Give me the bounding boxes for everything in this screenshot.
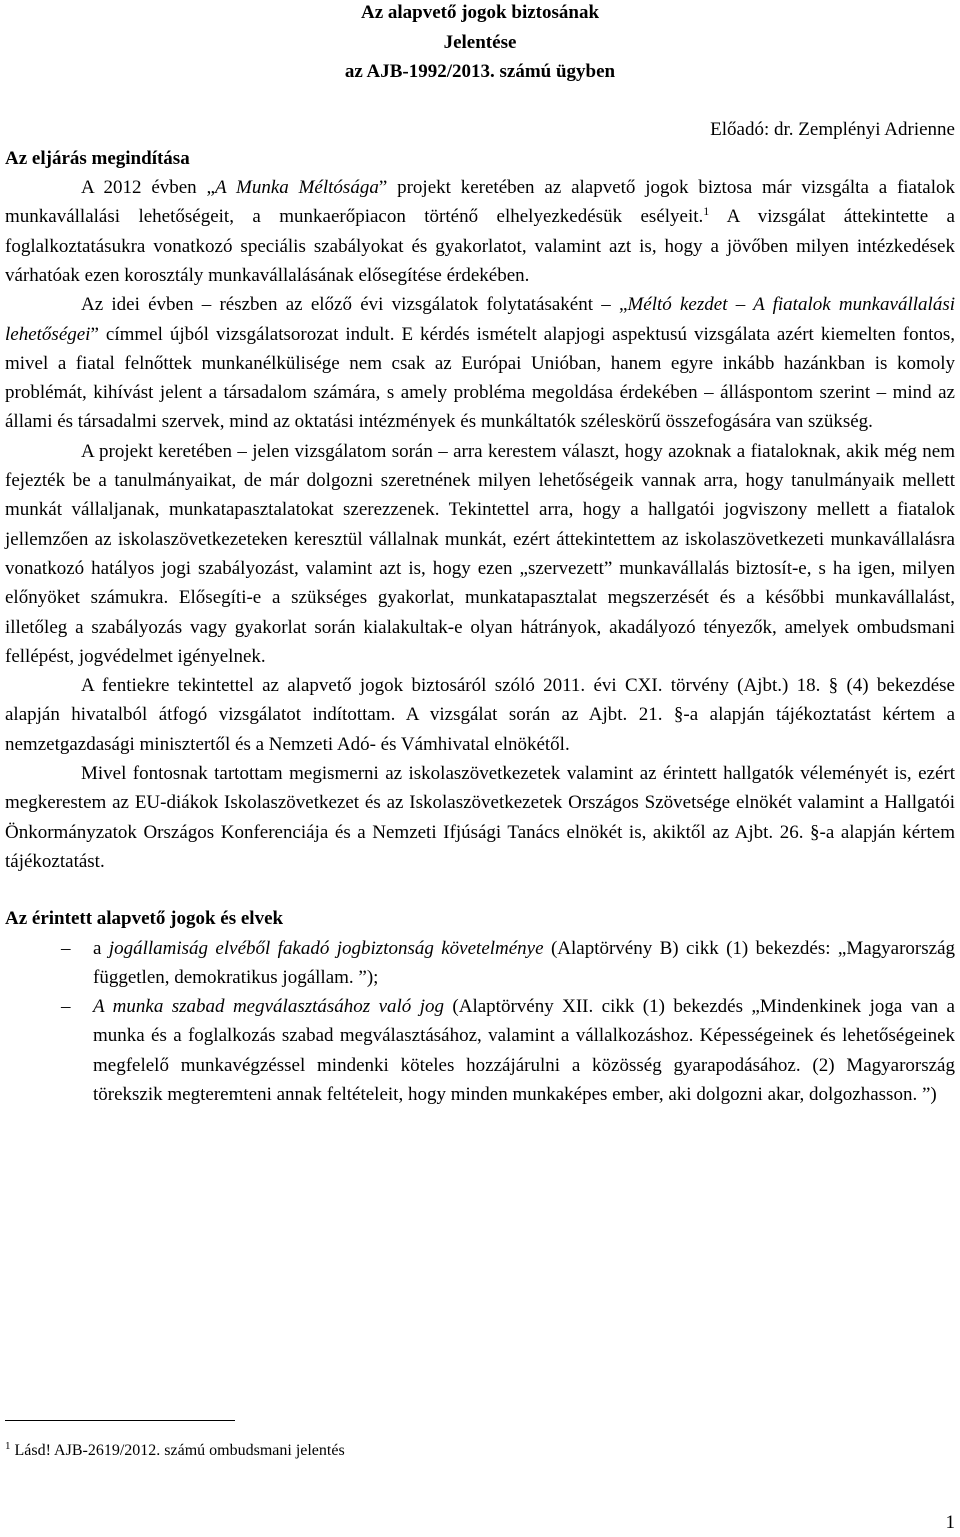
paragraph-2-text-c: ” címmel újból vizsgálatsorozat indult. E kérdés ismételt alapjogi aspektusú vizsgálata azért kiemelten fontos, mivel a fiatal felnőttek munkanélkülisége nem csak az Európai Unióban, hanem egyre inkább hazánkban is komoly problémát, kihívást jelent a társadalom számára, s amely probléma megoldása érdekében – álláspontom szerint – mind az állami és társadalmi szervek, mind az oktatási intézmények és munkáltatók széleskörű összefogására van szükség. (5, 323, 955, 433)
footnote-text: Lásd! AJB-2619/2012. számú ombudsmani jelentés (10, 1442, 345, 1459)
document-title-line-2: Jelentése (443, 31, 517, 53)
document-title-line-3: az AJB-1992/2013. számú ügyben (344, 61, 616, 82)
paragraph-2 (5, 290, 955, 436)
section-heading-rights: Az érintett alapvető jogok és elvek (5, 908, 284, 930)
footnote-separator (5, 1420, 235, 1421)
footnote (5, 1441, 345, 1461)
section-heading-procedure: Az eljárás megindítása (5, 147, 190, 169)
rights-list-item-2 (5, 992, 955, 1109)
paragraph-4: A fentiekre tekintettel az alapvető jogok biztosáról szóló 2011. évi CXI. törvény (Ajbt.) 18. § (4) bekezdése alapján hivatalból átfogó vizsgálatot indítottam. A vizsgálat során az Ajbt. 21. §-a alapján tájékoztatást kértem a nemzetgazdasági minisztertől és a Nemzeti Adó- és Vámhivatal elnökétől. (5, 675, 955, 755)
series-title-italic: Méltó kezdet – A fiatalok munkavállalási lehetőségei (5, 294, 955, 345)
footnote-reference[interactable]: 1 (703, 204, 710, 219)
page-number: 1 (945, 1512, 955, 1533)
paragraph-3: A projekt keretében – jelen vizsgálatom során – arra kerestem választ, hogy azoknak a fiataloknak, akik még nem fejezték be a tanulmányaikat, de már dolgozni szeretnének milyen lehetőségeik vannak arra, hogy tanulmányaik mellett munkát vállaljanak, munkatapasztalatokat szerezzenek. Tekintettel arra, hogy a hallgatói jogviszony mellett a fiatalok jellemzően az iskolaszövetkezeteken keresztül vállalnak munkát, ezért áttekintettem az iskolaszövetkezeti munkavállalásra vonatkozó hatályos jogi szabályozást, valamint azt is, hogy ezen „szervezett” munkavállalás biztosít-e, s ha igen, milyen előnyöket számukra. Elősegíti-e a szükséges gyakorlat, munkatapasztalat megszerzését és a későbbi munkavállalást, illetőleg a szabályozás vagy gyakorlat során kialakultak-e olyan hátrányok, akadályozó tényezők, amelyek ombudsmani fellépést, jogvédelmet igényelnek. (5, 440, 955, 667)
dash-bullet: – (61, 937, 71, 959)
rights-item-2-italic: A munka szabad megválasztásához való jog (93, 996, 444, 1018)
rights-item-1-text-c: (Alaptörvény B) cikk (1) bekezdés: „Magyarország független, demokratikus jogállam. (93, 937, 955, 988)
project-title-italic: A Munka Méltósága (214, 177, 379, 199)
footnote-number: 1 (5, 1440, 11, 1452)
rights-item-2-text-b: (Alaptörvény XII. cikk (1) bekezdés „Mindenkinek joga van a munka és a foglalkozás szabad megválasztásához, valamint a vállalkozáshoz. Képességeinek és lehetőségeinek megfelelő munkavégzéssel mindenki köteles hozzájárulni a közösség gyarapodásához. (2) Magyarország törekszik megteremteni annak feltételeit, hogy minden munkaképes ember, aki dolgozni akar, dolgozhasson. (93, 996, 955, 1105)
rights-item-2-text-c: ”) (917, 1084, 937, 1105)
rights-item-1-text-d: ”); (353, 966, 379, 988)
presenter-line: Előadó: dr. Zemplényi Adrienne (710, 118, 955, 140)
paragraph-1-text-a: A 2012 évben „ (81, 177, 215, 199)
paragraph-5: Mivel fontosnak tartottam megismerni az iskolaszövetkezetek valamint az érintett hallgatók véleményét is, ezért megkerestem az EU-diákok Iskolaszövetkezet és az Iskolaszövetkezetek Országos Szövetsége elnökét valamint a Hallgatói Önkormányzatok Országos Konferenciája és a Nemzeti Ifjúsági Tanács elnökét is, akiktől az Ajbt. 26. §-a alapján kértem tájékoztatást. (5, 763, 955, 872)
document-title-line-1: Az alapvető jogok biztosának (360, 2, 600, 23)
paragraph-2-text-a: Az idei évben – részben az előző évi vizsgálatok folytatásaként – „ (81, 294, 628, 316)
rights-item-1-italic: jogállamiság elvéből fakadó jogbiztonság követelménye (108, 937, 544, 959)
paragraph-1 (5, 173, 955, 290)
paragraph-1-text-c: ” projekt keretében az alapvető jogok biztosa már vizsgálta a fiatalok munkavállalási lehetőségeit, a munkaerőpiacon történő elhelyezkedésük esélyeit. (5, 177, 955, 228)
rights-list (5, 934, 955, 1110)
rights-item-1-text-a: a (93, 937, 109, 959)
document-page (5, 0, 955, 1109)
paragraph-1-text-d: A vizsgálat áttekintette a foglalkoztatásukra vonatkozó speciális szabályokat és gyakorlatot, valamint azt is, hogy a jövőben milyen intézkedések várhatóak ezen korosztály munkavállalásának elősegítése érdekében. (5, 206, 955, 286)
rights-list-item-1 (5, 934, 955, 993)
dash-bullet: – (61, 996, 71, 1018)
